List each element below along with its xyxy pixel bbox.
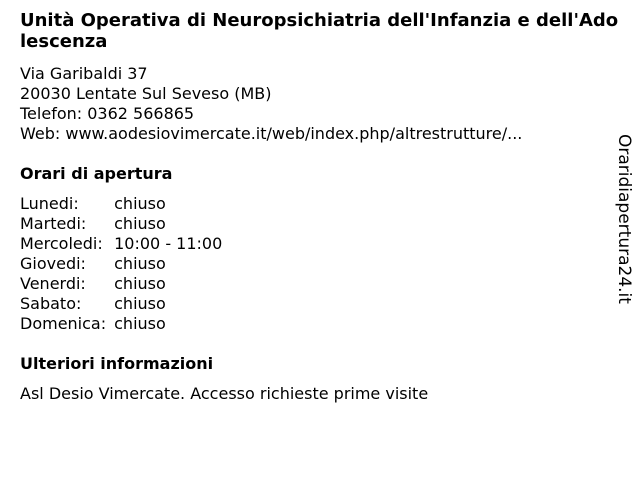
- day-label: Venerdi:: [20, 274, 86, 293]
- day-label: Domenica:: [20, 314, 107, 333]
- day-label: Sabato:: [20, 294, 82, 313]
- day-hours: chiuso: [114, 194, 166, 213]
- city-address: 20030 Lentate Sul Seveso (MB): [20, 84, 272, 103]
- additional-info-heading: Ulteriori informazioni: [20, 354, 214, 373]
- day-hours: chiuso: [114, 214, 166, 233]
- opening-hours-table: [20, 194, 222, 334]
- page-title: Unità Operativa di Neuropsichiatria dell'Infanzia e dell'Adolescenza: [20, 10, 619, 52]
- day-hours: 10:00 - 11:00: [114, 234, 223, 253]
- day-hours: chiuso: [114, 294, 166, 313]
- hours-row-wednesday: [20, 234, 222, 254]
- day-label: Mercoledi:: [20, 234, 103, 253]
- site-watermark: Oraridiapertura24.it: [614, 134, 634, 304]
- additional-info-text: Asl Desio Vimercate. Accesso richieste prime visite: [20, 384, 429, 403]
- day-label: Martedi:: [20, 214, 87, 233]
- day-hours: chiuso: [114, 274, 166, 293]
- day-label: Lunedi:: [20, 194, 79, 213]
- day-label: Giovedi:: [20, 254, 86, 273]
- day-hours: chiuso: [114, 254, 166, 273]
- address-block: [20, 64, 522, 144]
- phone-number: Telefon: 0362 566865: [20, 104, 195, 123]
- street-address: Via Garibaldi 37: [20, 64, 148, 83]
- hours-row-saturday: [20, 294, 222, 314]
- hours-row-monday: [20, 194, 222, 214]
- hours-row-thursday: [20, 254, 222, 274]
- hours-row-sunday: [20, 314, 222, 334]
- hours-row-tuesday: [20, 214, 222, 234]
- opening-hours-heading: Orari di apertura: [20, 164, 173, 183]
- day-hours: chiuso: [114, 314, 166, 333]
- website-link[interactable]: Web: www.aodesiovimercate.it/web/index.php/altrestrutture/...: [20, 124, 523, 143]
- hours-row-friday: [20, 274, 222, 294]
